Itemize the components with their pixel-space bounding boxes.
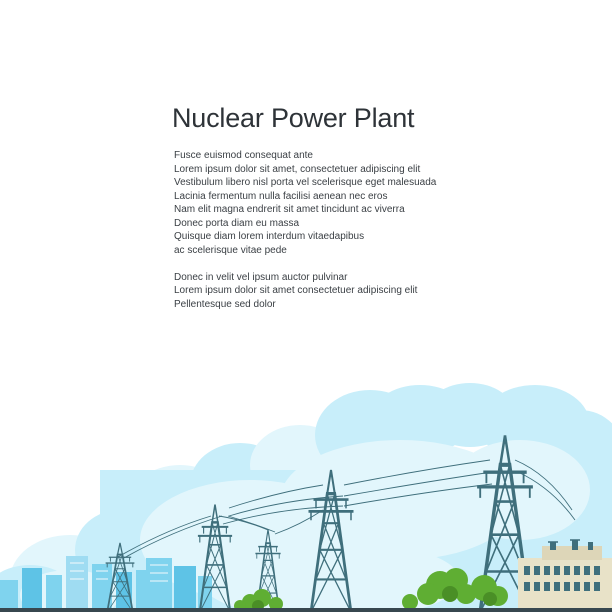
power-landscape-illustration bbox=[0, 380, 612, 612]
text-line: Donec porta diam eu massa bbox=[174, 217, 300, 229]
paragraph-1 bbox=[174, 149, 494, 257]
text-line: Pellentesque sed dolor bbox=[174, 298, 276, 310]
text-line: Donec in velit vel ipsum auctor pulvinar bbox=[174, 271, 348, 283]
text-line: Fusce euismod consequat ante bbox=[174, 150, 313, 161]
text-line: Lorem ipsum dolor sit amet consectetuer adipiscing elit bbox=[174, 285, 418, 296]
text-line: Nam elit magna endrerit sit amet tincidunt ac viverra bbox=[174, 204, 405, 215]
poster-title: Nuclear Power Plant bbox=[172, 103, 415, 133]
text-line: Lorem ipsum dolor sit amet, consectetuer adipiscing elit bbox=[174, 163, 421, 175]
text-line: ac scelerisque vitae pede bbox=[174, 244, 287, 256]
text-line: Lacinia fermentum nulla facilisi aenean nec eros bbox=[174, 190, 388, 202]
poster-body-text bbox=[174, 149, 494, 311]
text-line: Vestibulum libero nisl porta vel scelerisque eget malesuada bbox=[174, 177, 437, 188]
text-line: Quisque diam lorem interdum vitaedapibus bbox=[174, 231, 365, 242]
paragraph-2 bbox=[174, 271, 494, 312]
ground-line bbox=[0, 608, 612, 612]
